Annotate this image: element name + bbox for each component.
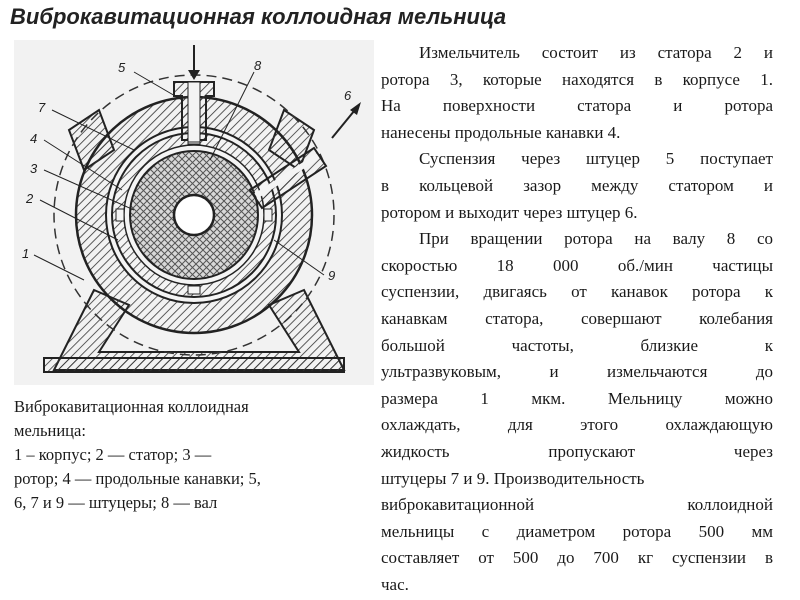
text-line: в кольцевой зазор между статором и [381, 175, 773, 195]
base-plate [44, 358, 344, 372]
label-5: 5 [118, 60, 126, 75]
text-line: мельницы с диаметром ротора 500 мм [381, 521, 773, 541]
text-line: большой частоты, близкие к [381, 335, 773, 355]
label-7: 7 [38, 100, 46, 115]
label-8: 8 [254, 58, 262, 73]
caption-line: 1 – корпус; 2 — статор; 3 — [14, 445, 212, 464]
text-line: канавкам статора, совершают колебания [381, 308, 773, 328]
text-line: скоростью 18 000 об./мин частицы [381, 255, 773, 275]
inlet-channel [188, 82, 200, 142]
caption-line: мельница: [14, 421, 86, 440]
paragraph-3 [381, 226, 773, 598]
label-9: 9 [328, 268, 336, 283]
paragraph-1 [381, 40, 773, 146]
shaft [174, 195, 214, 235]
label-4: 4 [30, 131, 38, 146]
text-line: При вращении ротора на валу 8 со [419, 229, 773, 249]
text-line: штуцеры 7 и 9. Производительность [381, 468, 645, 488]
paragraph-2 [381, 146, 773, 226]
caption-line: ротор; 4 — продольные канавки; 5, [14, 469, 261, 488]
text-line: жидкость пропускают через [381, 441, 773, 461]
label-2: 2 [26, 191, 34, 206]
text-line: суспензии, двигаясь от канавок ротора к [381, 282, 773, 302]
caption-line: Виброкавитационная коллоидная [14, 397, 249, 416]
text-line: ультразвуковым, и измельчаются до [381, 362, 773, 382]
label-1: 1 [22, 246, 30, 261]
text-line: На поверхности статора и ротора [381, 96, 773, 116]
text-line: размера 1 мкм. Мельницу можно [381, 388, 773, 408]
caption-line: 6, 7 и 9 — штуцеры; 8 — вал [14, 493, 218, 512]
text-line: Измельчитель состоит из статора 2 и [419, 43, 773, 62]
text-line: охлаждать, для этого охлаждающую [381, 415, 773, 435]
text-line: виброкавитационной коллоидной [381, 495, 773, 515]
text-line: ротором и выходит через штуцер 6. [381, 202, 638, 222]
text-line: Суспензия через штуцер 5 поступает [419, 149, 773, 169]
text-line: составляет от 500 до 700 кг суспензии в [381, 548, 773, 568]
text-line: ротора 3, которые находятся в корпусе 1. [381, 69, 773, 89]
text-line: час. [381, 574, 409, 594]
page-title: Виброкавитационная коллоидная мельница [10, 4, 507, 29]
mill-diagram [14, 40, 374, 385]
body-text [381, 40, 773, 598]
label-6: 6 [344, 88, 352, 103]
text-line: нанесены продольные канавки 4. [381, 122, 621, 142]
figure-caption [14, 395, 359, 515]
label-3: 3 [30, 161, 38, 176]
